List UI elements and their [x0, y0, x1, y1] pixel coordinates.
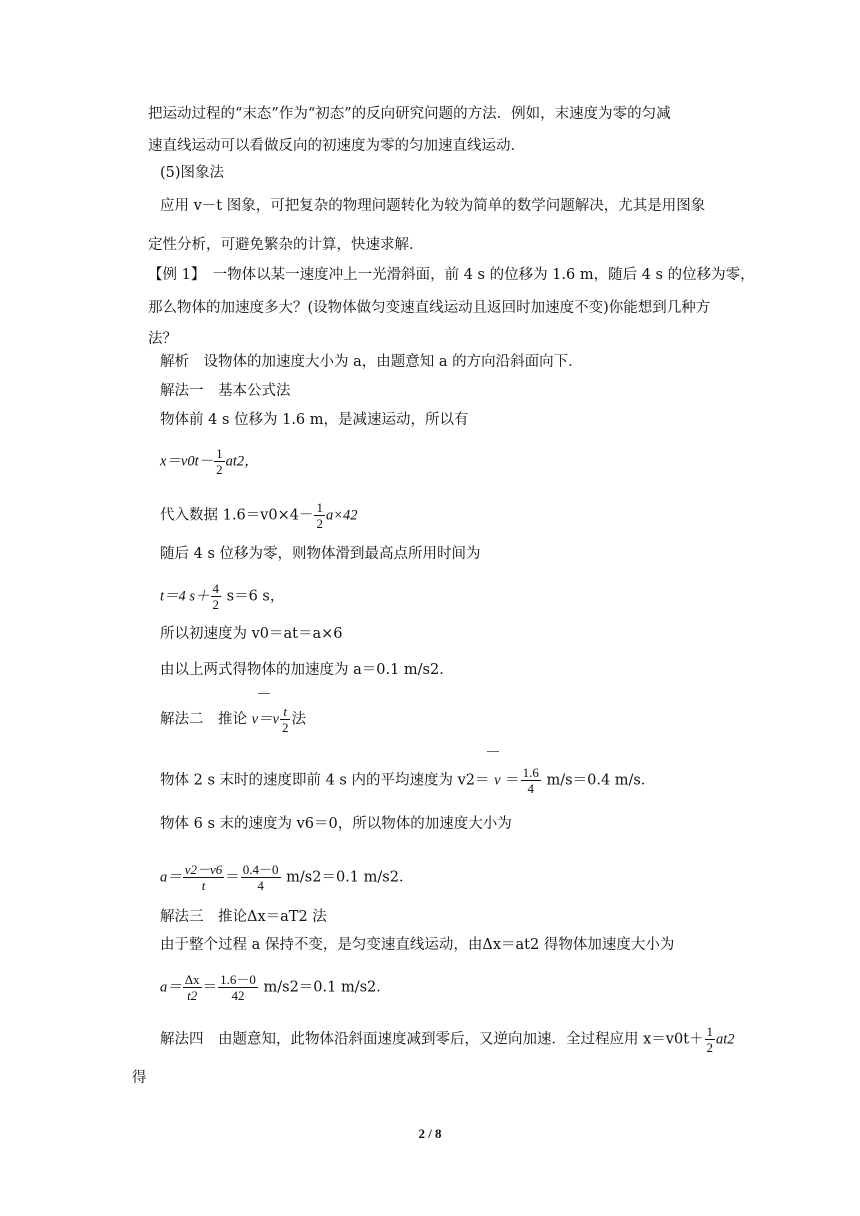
fraction-four-over-two: $\frac{4}{2}$ [212, 581, 220, 612]
solution-heading: 解法一 基本公式法 [160, 383, 291, 399]
page-number: 2 / 8 [418, 1126, 442, 1141]
equals-sign: ＝ [505, 772, 520, 789]
paragraph-line: 把运动过程的“末态”作为“初态”的反向研究问题的方法．例如，末速度为零的匀减 [148, 106, 671, 122]
equation-line [160, 972, 391, 1003]
method-suffix: 法 [291, 711, 306, 728]
equation-line [160, 500, 358, 531]
equation-line [160, 446, 259, 477]
example-line: 法？ [148, 331, 177, 347]
equation-line [160, 862, 413, 893]
equation-right: a×42 [325, 507, 358, 524]
paragraph-line: 应用 v－t 图象，可把复杂的物理问题转化为较为简单的数学问题解决，尤其是用图象 [160, 198, 706, 214]
fraction-accel-4: $\frac{1.6-0}{42}$ [220, 972, 256, 1003]
section-heading: (5)图象法 [160, 165, 225, 181]
fraction-t-over-two: $\frac{t}{2}$ [281, 704, 289, 735]
equation-right: s＝6 s， [222, 588, 285, 605]
example-line: 那么物体的加速度多大？(设物体做匀变速直线运动且返回时加速度不变)你能想到几种方 [148, 300, 711, 316]
fraction-half: $\frac{1}{2}$ [706, 1024, 714, 1055]
solution-line: 由于整个过程 a 保持不变，是匀变速直线运动，由Δx＝at2 得物体加速度大小为 [160, 937, 675, 953]
solution-line: 物体前 4 s 位移为 1.6 m，是减速运动，所以有 [160, 412, 469, 428]
example-line: 【例 1】 一物体以某一速度冲上一光滑斜面，前 4 s 的位移为 1.6 m，随后 4 s 的位移为零， [148, 267, 755, 283]
equation-left: 代入数据 1.6＝v0×4－ [160, 507, 314, 524]
fraction-accel-1: $\frac{v2-v6}{t}$ [184, 862, 223, 893]
solution-heading [160, 704, 306, 735]
equation-line [160, 765, 655, 796]
fraction-half: $\frac{1}{2}$ [216, 446, 223, 477]
solution-title: 解法二 推论 [160, 711, 247, 728]
solution-formula-tail: at2 [716, 1031, 735, 1048]
fraction-accel-3: $\frac{\Delta x}{t2}$ [184, 972, 200, 1003]
equation-left: x＝v0t－ [160, 453, 214, 470]
average-bar [258, 693, 270, 694]
equation-right: at2， [225, 453, 259, 470]
solution-line: 所以初速度为 v0＝at＝a×6 [160, 626, 343, 642]
equals-sign: ＝ [225, 869, 240, 886]
solution-heading: 解法三 推论Δx＝aT2 法 [160, 909, 327, 925]
solution-text: 解法四 由题意知，此物体沿斜面速度减到零后，又逆向加速．全过程应用 x＝v0t＋ [160, 1031, 704, 1048]
fraction-velocity-calc: $\frac{1.6}{4}$ [522, 765, 539, 796]
average-bar [487, 751, 499, 752]
solution-line: 得 [132, 1070, 147, 1086]
paragraph-line: 定性分析，可避免繁杂的计算，快速求解． [148, 237, 424, 253]
fraction-accel-2: $\frac{0.4-0}{4}$ [242, 862, 279, 893]
equation-left: a＝ [160, 979, 182, 996]
equation-right: m/s＝0.4 m/s． [541, 772, 656, 789]
equation-left: a＝ [160, 869, 182, 886]
solution-line: 由以上两式得物体的加速度为 a＝0.1 m/s2． [160, 662, 454, 678]
paragraph-line: 速直线运动可以看做反向的初速度为零的匀加速直线运动． [148, 138, 525, 154]
equals-sign: ＝ [202, 979, 218, 996]
analysis-line: 解析 设物体的加速度大小为 a，由题意知 a 的方向沿斜面向下． [160, 354, 583, 370]
fraction-half: $\frac{1}{2}$ [316, 500, 323, 531]
solution-line: 随后 4 s 位移为零，则物体滑到最高点所用时间为 [160, 546, 481, 562]
solution-line: 物体 6 s 末的速度为 v6＝0，所以物体的加速度大小为 [160, 816, 512, 832]
average-formula: v＝v [251, 711, 279, 728]
equation-right: m/s2＝0.1 m/s2． [281, 869, 414, 886]
equation-right: m/s2＝0.1 m/s2． [258, 979, 391, 996]
solution-line [160, 1024, 735, 1055]
average-velocity-symbol: v [494, 772, 501, 789]
equation-line [160, 581, 284, 612]
equation-left: 物体 2 s 末时的速度即前 4 s 内的平均速度为 v2＝ [160, 772, 490, 789]
equation-left: t＝4 s＋ [160, 588, 210, 605]
